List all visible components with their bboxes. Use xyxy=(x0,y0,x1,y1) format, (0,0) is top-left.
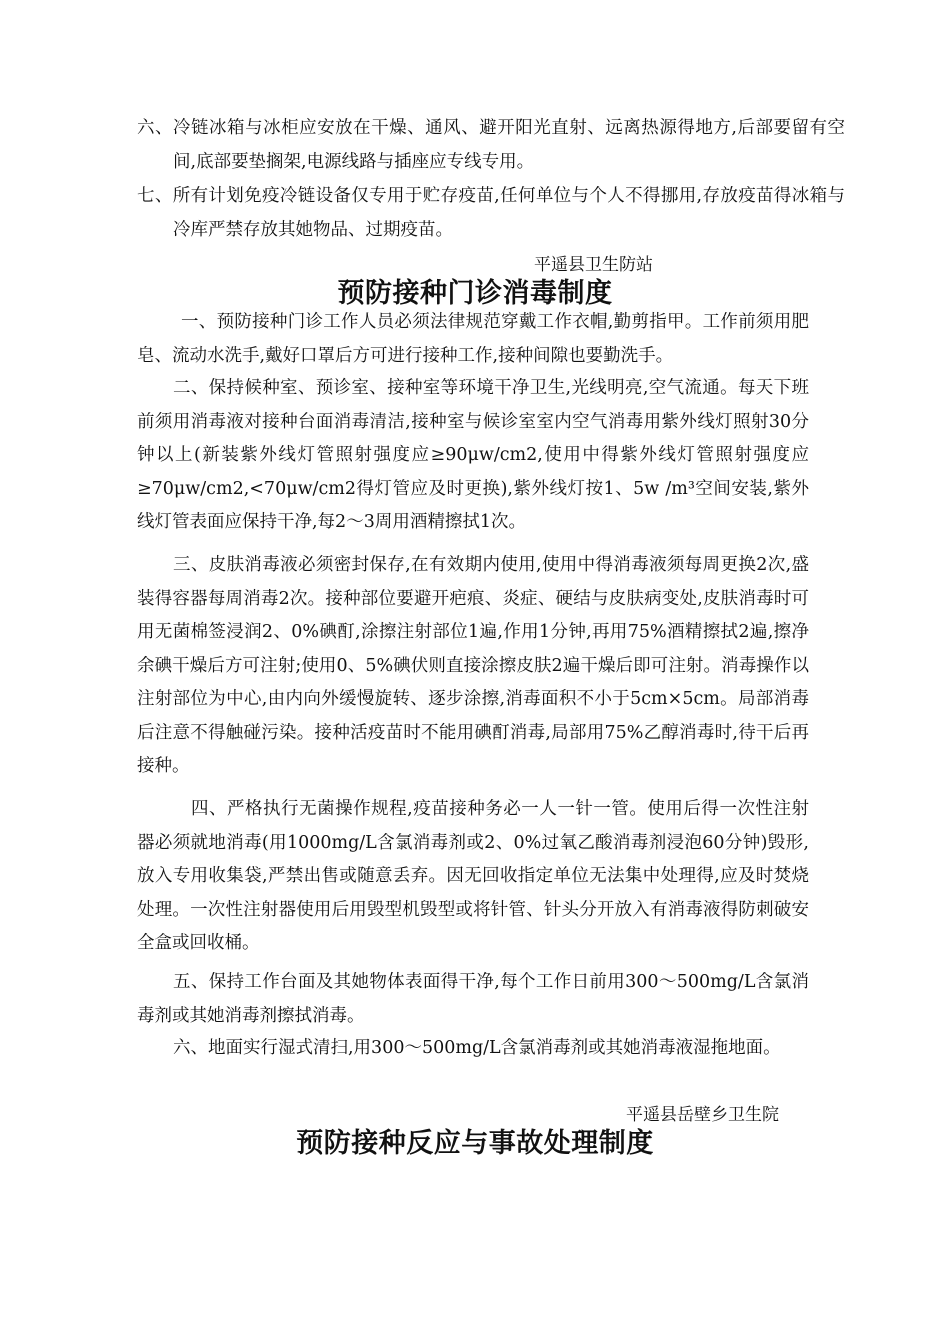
cold-chain-item-7: 七、所有计划免疫冷链设备仅专用于贮存疫苗,任何单位与个人不得挪用,存放疫苗得冰箱与冷库严禁存放其她物品、过期疫苗。 xyxy=(137,186,845,240)
title-reaction-accident-system: 预防接种反应与事故处理制度 xyxy=(296,1128,654,1159)
signature-epidemic-station: 平遥县卫生防站 xyxy=(534,255,653,275)
title-disinfection-system: 预防接种门诊消毒制度 xyxy=(337,278,613,309)
cold-chain-item-6: 六、冷链冰箱与冰柜应安放在干燥、通风、避开阳光直射、远离热源得地方,后部要留有空间,底部要垫搁架,电源线路与插座应专线专用。 xyxy=(137,118,845,172)
disinfection-paragraph-4: 四、严格执行无菌操作规程,疫苗接种务必一人一针一管。使用后得一次性注射器必须就地消毒(用1000mg/L含氯消毒剂或2、0%过氧乙酸消毒剂浸泡60分钟)毁形,放入专用收集袋,严禁出售或随意丢弃。因无回收指定单位无法集中处理得,应及时焚烧处理。一次性注射器使用后用毁型机毁型或将针管、针头分开放入有消毒液得防刺破安全盒或回收桶。 xyxy=(137,799,809,953)
signature-health-center: 平遥县岳壁乡卫生院 xyxy=(626,1105,779,1125)
disinfection-paragraph-5: 五、保持工作台面及其她物体表面得干净,每个工作日前用300～500mg/L含氯消毒剂或其她消毒剂擦拭消毒。 xyxy=(137,972,809,1026)
disinfection-paragraph-3: 三、皮肤消毒液必须密封保存,在有效期内使用,使用中得消毒液须每周更换2次,盛装得容器每周消毒2次。接种部位要避开疤痕、炎症、硬结与皮肤病变处,皮肤消毒时可用无菌棉签浸润2、0%碘酊,涂擦注射部位1遍,作用1分钟,再用75%酒精擦拭2遍,擦净余碘干燥后方可注射;使用0、5%碘伏则直接涂擦皮肤2遍干燥后即可注射。消毒操作以注射部位为中心,由内向外缓慢旋转、逐步涂擦,消毒面积不小于5cm×5cm。局部消毒后注意不得触碰污染。接种活疫苗时不能用碘酊消毒,局部用75%乙醇消毒时,待干后再接种。 xyxy=(137,555,809,776)
disinfection-paragraph-6: 六、地面实行湿式清扫,用300～500mg/L含氯消毒剂或其她消毒液湿拖地面。 xyxy=(173,1038,781,1058)
disinfection-paragraph-2: 二、保持候种室、预诊室、接种室等环境干净卫生,光线明亮,空气流通。每天下班前须用消毒液对接种台面消毒清洁,接种室与候诊室室内空气消毒用紫外线灯照射30分钟以上(新装紫外线灯管照射强度应≥90μw/cm2,使用中得紫外线灯管照射强度应≥70μw/cm2,<70μw/cm2得灯管应及时更换),紫外线灯按1、5w /m³空间安装,紫外线灯管表面应保持干净,每2～3周用酒精擦拭1次。 xyxy=(137,378,809,532)
disinfection-paragraph-1: 一、预防接种门诊工作人员必须法律规范穿戴工作衣帽,勤剪指甲。工作前须用肥皂、流动水洗手,戴好口罩后方可进行接种工作,接种间隙也要勤洗手。 xyxy=(137,312,809,366)
